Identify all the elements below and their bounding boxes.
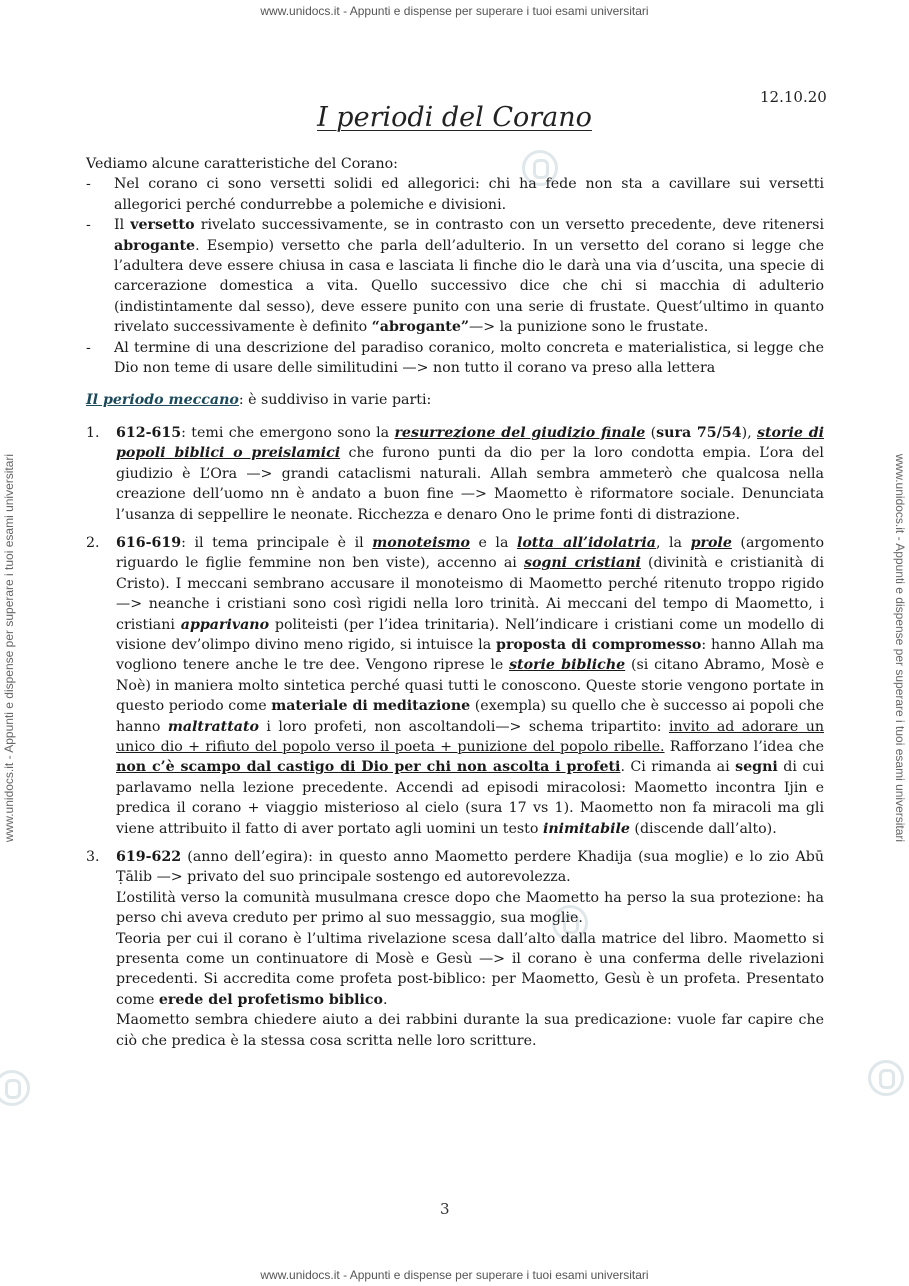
text: e la bbox=[469, 534, 517, 551]
bold-term: “abrogante” bbox=[371, 319, 470, 336]
bold-term: sura 75/54 bbox=[656, 424, 742, 441]
bold-term: materiale di meditazione bbox=[271, 698, 471, 715]
section-heading bbox=[86, 390, 824, 410]
text: Rafforzano l’idea che bbox=[664, 738, 824, 755]
years: 619-622 bbox=[116, 849, 182, 865]
text: (exempla) su quello che è successo ai popoli che hanno bbox=[116, 698, 824, 735]
text: ( bbox=[645, 424, 657, 441]
underlined-text: invito ad adorare un unico dio + rifiuto del popolo verso il poeta + punizione del popolo ribelle. bbox=[116, 718, 824, 755]
watermark-right: www.unidocs.it - Appunti e dispense per superare i tuoi esami universitari bbox=[893, 453, 907, 843]
key-term: apparivano bbox=[180, 616, 270, 633]
intro-text: Vediamo alcune caratteristiche del Corano: bbox=[86, 156, 398, 172]
bold-term: segni bbox=[735, 759, 778, 776]
key-term: resurrezione del giudizio finale bbox=[394, 424, 646, 441]
document-body bbox=[86, 154, 824, 1059]
bullet-text: Al termine di una descrizione del paradiso coranico, molto concreta e materialistica, si legge che Dio non teme di usare delle similitudini —> non tutto il corano va preso alla lettera bbox=[114, 339, 824, 377]
watermark-bottom: www.unidocs.it - Appunti e dispense per superare i tuoi esami universitari bbox=[260, 1268, 649, 1282]
paragraph: L’ostilità verso la comunità musulmana cresce dopo che Maometto ha perso la sua protezione: ha perso chi aveva creduto per primo al suo messaggio, sua moglie. bbox=[116, 889, 824, 927]
text: Il bbox=[114, 217, 131, 234]
item-number: 3. bbox=[86, 849, 100, 865]
text: (argomento riguardo le figlie femmine non ben viste), accenno ai bbox=[116, 534, 825, 572]
key-term: sogni cristiani bbox=[523, 555, 641, 572]
key-term: monoteismo bbox=[372, 534, 470, 551]
text: . Esempio) versetto che parla dell’adulterio. In un versetto del corano si legge che l’adultera deve essere chiusa in casa e lasciata li finche dio le darà una via d’uscita, una specie di carcerazione domestica a vita. Quello successivo dice che chi si macchia di adulterio (indistintamente dal sesso), deve essere punito con una serie di frustate. Quest’ultimo in quanto rivelato successivamente è definito bbox=[114, 237, 824, 336]
years: 612-615 bbox=[116, 424, 182, 441]
section-title: Il periodo meccano bbox=[86, 392, 239, 409]
key-term: lotta all’idolatria bbox=[516, 534, 656, 551]
page-title: I periodi del Corano bbox=[317, 102, 592, 133]
bold-term: proposta di compromesso bbox=[496, 636, 702, 653]
text: di cui parlavamo nella lezione precedente. Accendi ad episodi miracolosi: Maometto incontra Ijin e predica il corano + viaggio misterioso al cielo (sura 17 vs 1). Maometto non fa miracoli ma gli viene attribuito il fatto di aver portato agli uomini un testo bbox=[116, 759, 824, 837]
item-number: 1. bbox=[86, 424, 100, 441]
numbered-item bbox=[86, 533, 824, 839]
key-term: inimitabile bbox=[542, 820, 630, 837]
bullet-text: Nel corano ci sono versetti solidi ed allegorici: chi ha fede non sta a cavillare sui versetti allegorici perché condurrebbe a polemiche e divisioni. bbox=[114, 176, 824, 213]
numbered-item bbox=[86, 423, 824, 525]
text: i loro profeti, non ascoltandoli—> schema tripartito: bbox=[258, 718, 669, 735]
unidocs-logo-icon bbox=[0, 1070, 30, 1106]
text: (discende dall’alto). bbox=[629, 820, 777, 837]
years: 616-619 bbox=[116, 534, 182, 551]
page-number: 3 bbox=[440, 1200, 450, 1218]
key-term: maltrattato bbox=[167, 718, 259, 735]
item-number: 2. bbox=[86, 534, 100, 551]
key-term: storie bibliche bbox=[509, 657, 626, 674]
bold-term: abrogante bbox=[114, 237, 196, 254]
text: : temi che emergono sono la bbox=[181, 424, 395, 441]
bullet-item bbox=[86, 215, 824, 337]
text: , la bbox=[655, 534, 691, 551]
bullet-item bbox=[86, 174, 824, 215]
text: (si citano Abramo, Mosè e Noè) in maniera molto sintetica perché quasi tutti le conoscono. Queste storie vengono portate in questo periodo come bbox=[116, 657, 824, 715]
watermark-top: www.unidocs.it - Appunti e dispense per superare i tuoi esami universitari bbox=[260, 4, 649, 18]
text: : il tema principale è il bbox=[181, 534, 373, 551]
text: (anno dell’egira): in questo anno Maometto perdere Khadija (sua moglie) e lo zio Abū Ṭālib —> privato del suo principale sostengo ed autorevolezza. bbox=[116, 849, 824, 886]
text: : hanno Allah ma vogliono tenere anche le tre dee. Vengono riprese le bbox=[116, 636, 824, 674]
key-term: prole bbox=[690, 534, 732, 551]
paragraph bbox=[116, 929, 824, 1011]
bullet-item bbox=[86, 338, 824, 379]
date: 12.10.20 bbox=[760, 88, 827, 106]
bold-term: versetto bbox=[130, 217, 195, 234]
text: rivelato successivamente, se in contrasto con un versetto precedente, deve ritenersi bbox=[194, 217, 824, 234]
key-term: storie di popoli biblici o preislamici bbox=[116, 424, 825, 462]
text: ), bbox=[741, 424, 758, 441]
text: politeisti (per l’idea trinitaria). Nell’indicare i cristiani come un modello di visione dev’olimpo divino meno rigido, si intuisce la bbox=[116, 616, 824, 653]
bold-term: erede del profetismo biblico bbox=[158, 991, 383, 1008]
key-term: non c’è scampo dal castigo di Dio per chi non ascolta i profeti bbox=[116, 759, 621, 776]
watermark-left: www.unidocs.it - Appunti e dispense per superare i tuoi esami universitari bbox=[2, 453, 16, 843]
numbered-item bbox=[86, 847, 824, 1051]
text: —> la punizione sono le frustate. bbox=[469, 319, 709, 336]
section-rest: : è suddiviso in varie parti: bbox=[238, 392, 432, 409]
unidocs-logo-icon bbox=[868, 1060, 904, 1096]
text: (divinità e cristianità di Cristo). I meccani sembrano accusare il monoteismo di Maometto perché ritenuto troppo rigido —> neanche i cristiani sono così rigidi nella loro trinità. Ai meccani del tempo di Maometto, i cristiani bbox=[116, 555, 824, 633]
text: . bbox=[383, 991, 388, 1008]
paragraph: Maometto sembra chiedere aiuto a dei rabbini durante la sua predicazione: vuole far capire che ciò che predica è la stessa cosa scritta nelle loro scritture. bbox=[116, 1012, 824, 1049]
text: . Ci rimanda ai bbox=[620, 759, 736, 776]
text: Teoria per cui il corano è l’ultima rivelazione scesa dall’alto dalla matrice del libro. Maometto si presenta come un continuatore di Mosè e Gesù —> il corano è una conferma delle rivelazioni precedenti. Si accredita come profeta post-biblico: per Maometto, Gesù è un profeta. Presentato come bbox=[116, 930, 824, 1008]
text: che furono punti da dio per la loro condotta empia. L’ora del giudizio è L’Ora —> grandi cataclismi naturali. Allah sembra ammeterò che qualcosa nella creazione dell’uomo nn è andato a buon fine —> Maometto è riformatore sociale. Denunciata l’usanza di seppellire le neonate. Ricchezza e denaro Ono le prime fonti di distrazione. bbox=[116, 445, 824, 523]
